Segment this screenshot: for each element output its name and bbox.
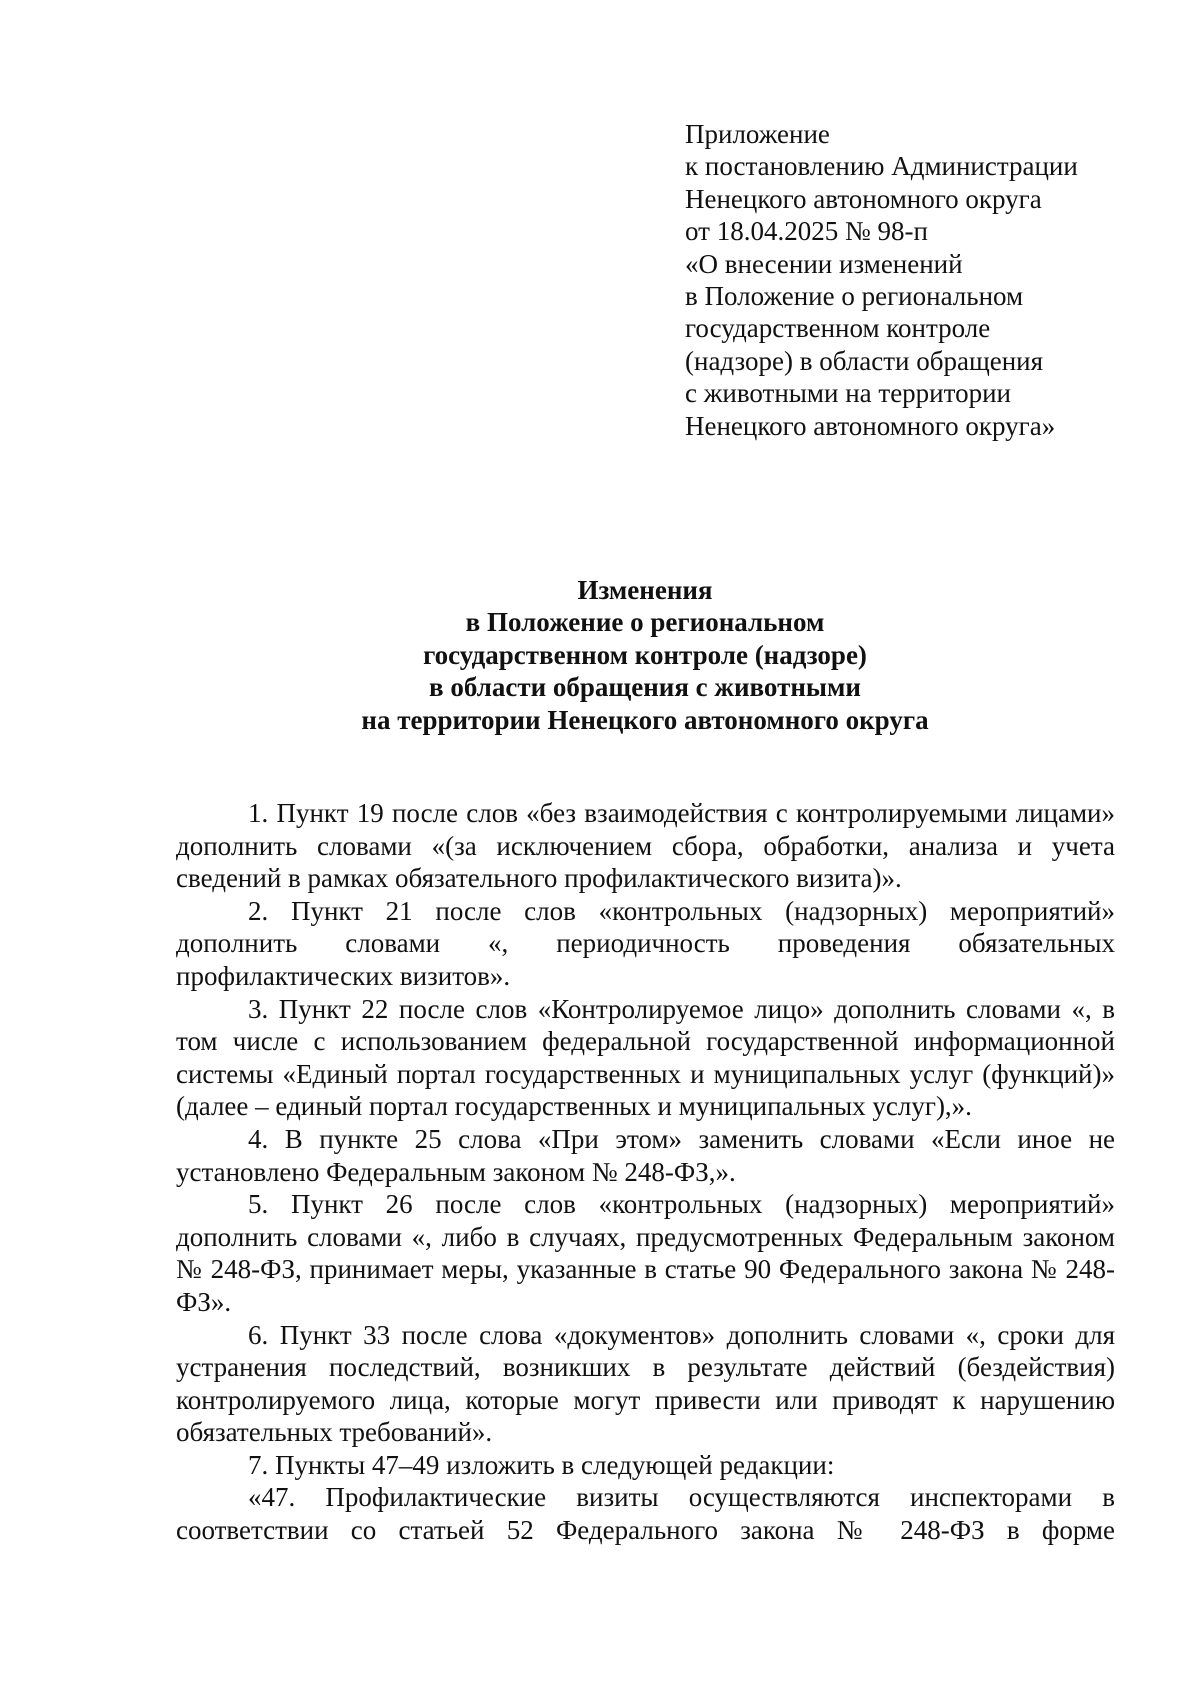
appendix-line: Ненецкого автономного округа bbox=[685, 183, 1042, 214]
paragraph-item-3: 3. Пункт 22 после слов «Контролируемое лицо» дополнить словами «, в том числе с использованием федеральной государственной информационной системы «Единый портал государственных и муниципальных услуг (функций)» (далее – единый портал государственных и муниципальных услуг),». bbox=[176, 993, 1115, 1122]
paragraph-item-1: 1. Пункт 19 после слов «без взаимодействия с контролируемыми лицами» дополнить словами «(за исключением сбора, обработки, анализа и учета сведений в рамках обязательного профилактического визита)». bbox=[176, 798, 1115, 894]
paragraph-item-5: 5. Пункт 26 после слов «контрольных (надзорных) мероприятий» дополнить словами «, либо в случаях, предусмотренных Федеральным законом № 248-ФЗ, принимает меры, указанные в статье 90 Федерального закона № 248-ФЗ». bbox=[176, 1189, 1115, 1317]
appendix-line: Приложение bbox=[685, 119, 830, 149]
title-line: в Положение о региональном bbox=[465, 607, 825, 638]
appendix-line: от 18.04.2025 № 98-п bbox=[685, 216, 928, 247]
appendix-line: в Положение о региональном bbox=[685, 281, 1024, 312]
appendix-line: Ненецкого автономного округа» bbox=[685, 410, 1056, 441]
appendix-line: (надзоре) в области обращения bbox=[685, 345, 1044, 376]
title-line: Изменения bbox=[577, 575, 713, 605]
paragraph-item-2: 2. Пункт 21 после слов «контрольных (надзорных) мероприятий» дополнить словами «, периодичность проведения обязательных профилактических визитов». bbox=[176, 895, 1115, 991]
paragraph-item-4: 4. В пункте 25 слова «При этом» заменить словами «Если иное не установлено Федеральным законом № 248-ФЗ,». bbox=[176, 1123, 1115, 1187]
document-body bbox=[176, 797, 1115, 1547]
appendix-line: государственном контроле bbox=[685, 313, 991, 344]
paragraph-item-47: «47. Профилактические визиты осуществляются инспекторами в соответствии со статьей 52 Федерального закона № 248-ФЗ в форме bbox=[176, 1482, 1115, 1546]
document-title bbox=[175, 574, 1115, 736]
appendix-header bbox=[685, 118, 1165, 442]
title-line: на территории Ненецкого автономного округа bbox=[361, 704, 929, 735]
appendix-line: с животными на территории bbox=[685, 378, 1011, 409]
appendix-line: к постановлению Администрации bbox=[685, 151, 1078, 182]
appendix-line: «О внесении изменений bbox=[685, 248, 963, 279]
paragraph-item-6: 6. Пункт 33 после слова «документов» дополнить словами «, сроки для устранения последствий, возникших в результате действий (бездействия) контролируемого лица, которые могут привести или приводят к нарушению обязательных требований». bbox=[176, 1319, 1115, 1448]
title-line: в области обращения с животными bbox=[429, 672, 861, 703]
title-line: государственном контроле (надзоре) bbox=[423, 639, 867, 670]
paragraph-item-7: 7. Пункты 47–49 изложить в следующей редакции: bbox=[248, 1449, 835, 1480]
